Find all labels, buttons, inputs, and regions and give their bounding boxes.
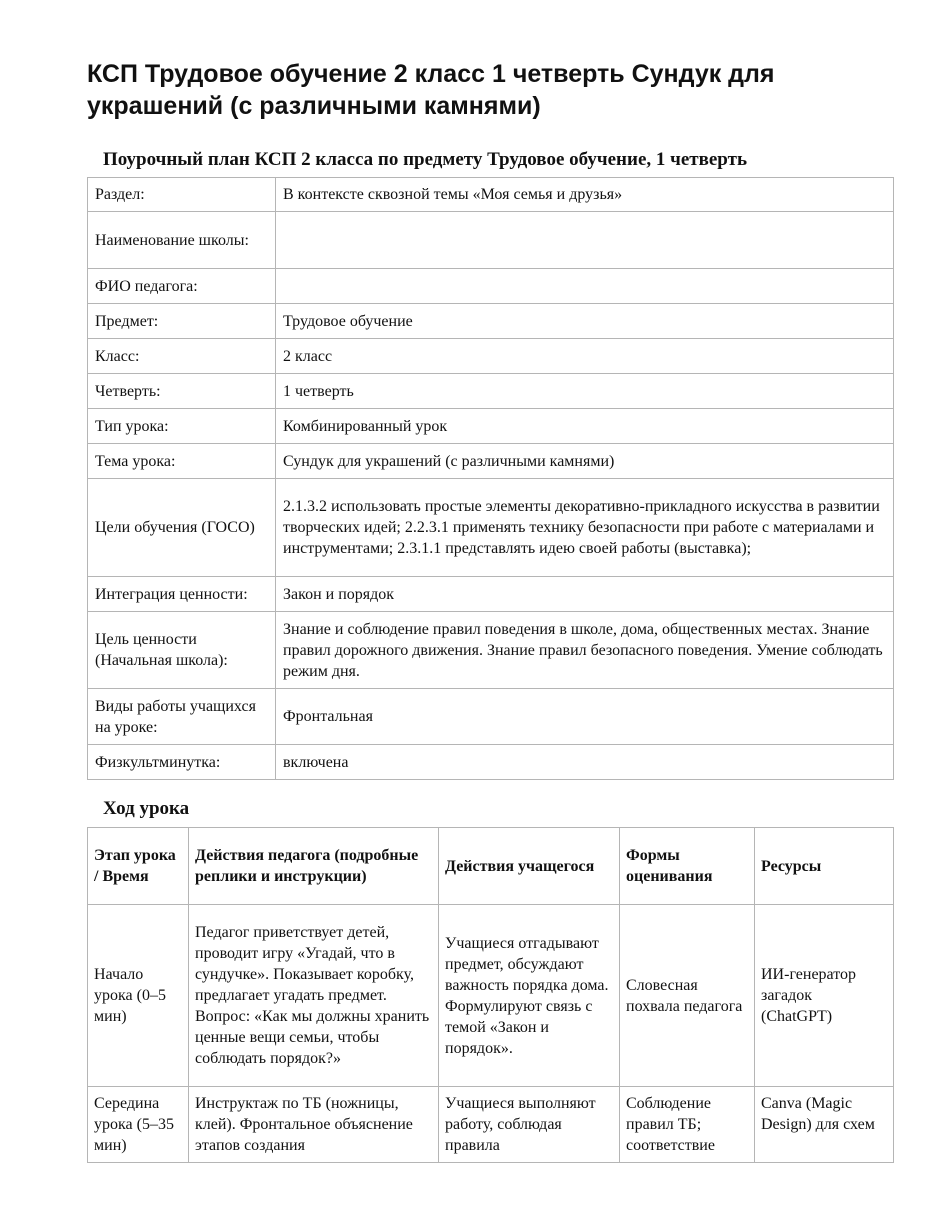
info-value: 1 четверть xyxy=(276,374,894,409)
course-header-cell: Ресурсы xyxy=(755,828,894,905)
info-value: Трудовое обучение xyxy=(276,304,894,339)
course-cell: Середина урока (5–35 мин) xyxy=(88,1087,189,1163)
course-header-cell: Действия педагога (подробные реплики и инструкции) xyxy=(189,828,439,905)
info-value: Знание и соблюдение правил поведения в школе, дома, общественных местах. Знание правил дорожного движения. Знание правил безопасного поведения. Умение соблюдать режим дня. xyxy=(276,612,894,689)
info-row xyxy=(88,745,894,780)
info-label: Тип урока: xyxy=(88,409,276,444)
info-value: включена xyxy=(276,745,894,780)
course-cell: Инструктаж по ТБ (ножницы, клей). Фронтальное объяснение этапов создания xyxy=(189,1087,439,1163)
info-row xyxy=(88,409,894,444)
info-value: Комбинированный урок xyxy=(276,409,894,444)
course-header-cell: Действия учащегося xyxy=(439,828,620,905)
course-header-cell: Этап урока / Время xyxy=(88,828,189,905)
course-cell: Учащиеся выполняют работу, соблюдая правила xyxy=(439,1087,620,1163)
info-label: Интеграция ценности: xyxy=(88,577,276,612)
info-label: Четверть: xyxy=(88,374,276,409)
info-label: Виды работы учащихся на уроке: xyxy=(88,689,276,745)
info-label: Предмет: xyxy=(88,304,276,339)
info-row xyxy=(88,304,894,339)
info-row xyxy=(88,178,894,212)
info-label: Физкультминутка: xyxy=(88,745,276,780)
document-title: КСП Трудовое обучение 2 класс 1 четверть Сундук для украшений (с различными камнями) xyxy=(87,60,775,120)
info-row xyxy=(88,689,894,745)
info-row xyxy=(88,269,894,304)
info-label: Цели обучения (ГОСО) xyxy=(88,479,276,577)
lesson-info-table xyxy=(87,177,894,780)
course-heading: Ход урока xyxy=(103,798,190,819)
info-row xyxy=(88,444,894,479)
info-value: 2 класс xyxy=(276,339,894,374)
course-cell: Словесная похвала педагога xyxy=(620,905,755,1087)
course-cell: Педагог приветствует детей, проводит игру «Угадай, что в сундучке». Показывает коробку, предлагает угадать предмет. Вопрос: «Как мы должны хранить ценные вещи семьи, чтобы соблюдать порядок?» xyxy=(189,905,439,1087)
course-cell: Начало урока (0–5 мин) xyxy=(88,905,189,1087)
info-value: В контексте сквозной темы «Моя семья и друзья» xyxy=(276,178,894,212)
info-label: Класс: xyxy=(88,339,276,374)
info-value xyxy=(276,269,894,304)
info-value: Сундук для украшений (с различными камнями) xyxy=(276,444,894,479)
document-page xyxy=(87,0,893,1163)
info-row xyxy=(88,479,894,577)
course-cell: ИИ-генератор загадок (ChatGPT) xyxy=(755,905,894,1087)
course-header-cell: Формы оценивания xyxy=(620,828,755,905)
course-row xyxy=(88,905,894,1087)
info-row xyxy=(88,577,894,612)
course-cell: Учащиеся отгадывают предмет, обсуждают важность порядка дома. Формулируют связь с темой «Закон и порядок». xyxy=(439,905,620,1087)
info-label: Тема урока: xyxy=(88,444,276,479)
info-row xyxy=(88,612,894,689)
info-label: Раздел: xyxy=(88,178,276,212)
info-row xyxy=(88,339,894,374)
info-value: Фронтальная xyxy=(276,689,894,745)
plan-heading: Поурочный план КСП 2 класса по предмету Трудовое обучение, 1 четверть xyxy=(103,149,747,170)
lesson-course-table xyxy=(87,827,894,1163)
info-row xyxy=(88,212,894,269)
course-header-row xyxy=(88,828,894,905)
info-value xyxy=(276,212,894,269)
course-cell: Соблюдение правил ТБ; соответствие xyxy=(620,1087,755,1163)
info-label: ФИО педагога: xyxy=(88,269,276,304)
info-value: Закон и порядок xyxy=(276,577,894,612)
info-label: Цель ценности (Начальная школа): xyxy=(88,612,276,689)
info-label: Наименование школы: xyxy=(88,212,276,269)
course-row xyxy=(88,1087,894,1163)
info-value: 2.1.3.2 использовать простые элементы декоративно-прикладного искусства в развитии творческих идей; 2.2.3.1 применять технику безопасности при работе с материалами и инструментами; 2.3.1.1 представлять идею своей работы (выставка); xyxy=(276,479,894,577)
info-row xyxy=(88,374,894,409)
course-cell: Canva (Magic Design) для схем xyxy=(755,1087,894,1163)
